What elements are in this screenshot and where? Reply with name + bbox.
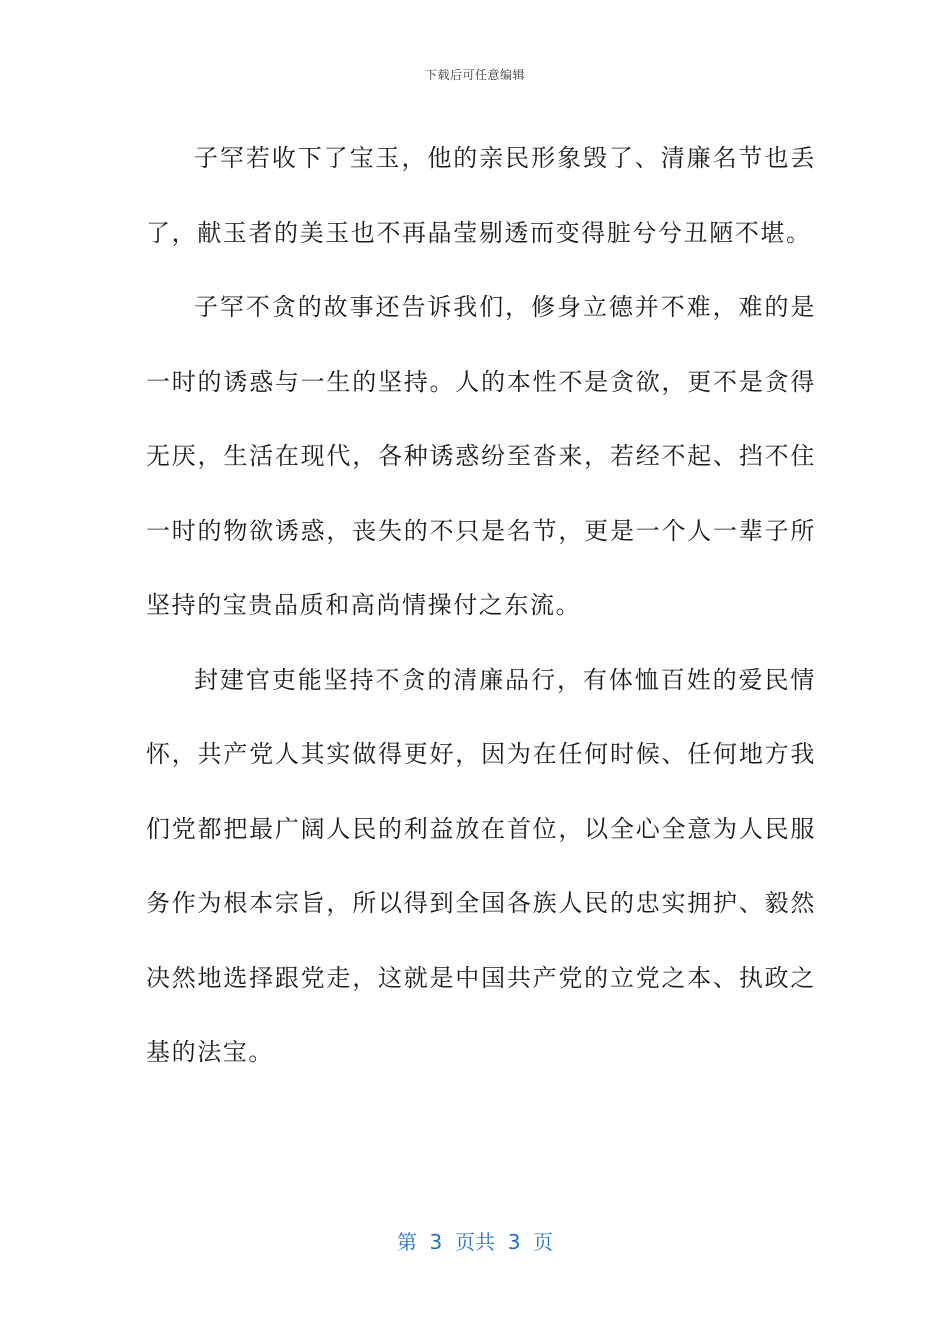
page-number: 第 3 页共 3 页 [396, 1230, 554, 1254]
paragraph-1: 子罕若收下了宝玉，他的亲民形象毁了、清廉名节也丢了，献玉者的美玉也不再晶莹剔透而变得脏兮兮丑陋不堪。 [146, 144, 816, 247]
paragraph-2: 子罕不贪的故事还告诉我们，修身立德并不难，难的是一时的诱惑与一生的坚持。人的本性不是贪欲，更不是贪得无厌，生活在现代，各种诱惑纷至沓来，若经不起、挡不住一时的物欲诱惑，丧失的不只是名节，更是一个人一辈子所坚持的宝贵品质和高尚情操付之东流。 [146, 293, 816, 619]
page-header-note: 下载后可任意编辑 [424, 68, 525, 82]
document-body [146, 121, 816, 1090]
paragraph-3: 封建官吏能坚持不贪的清廉品行，有体恤百姓的爱民情怀，共产党人其实做得更好，因为在任何时候、任何地方我们党都把最广阔人民的利益放在首位，以全心全意为人民服务作为根本宗旨，所以得到全国各族人民的忠实拥护、毅然决然地选择跟党走，这就是中国共产党的立党之本、执政之基的法宝。 [146, 665, 816, 1066]
